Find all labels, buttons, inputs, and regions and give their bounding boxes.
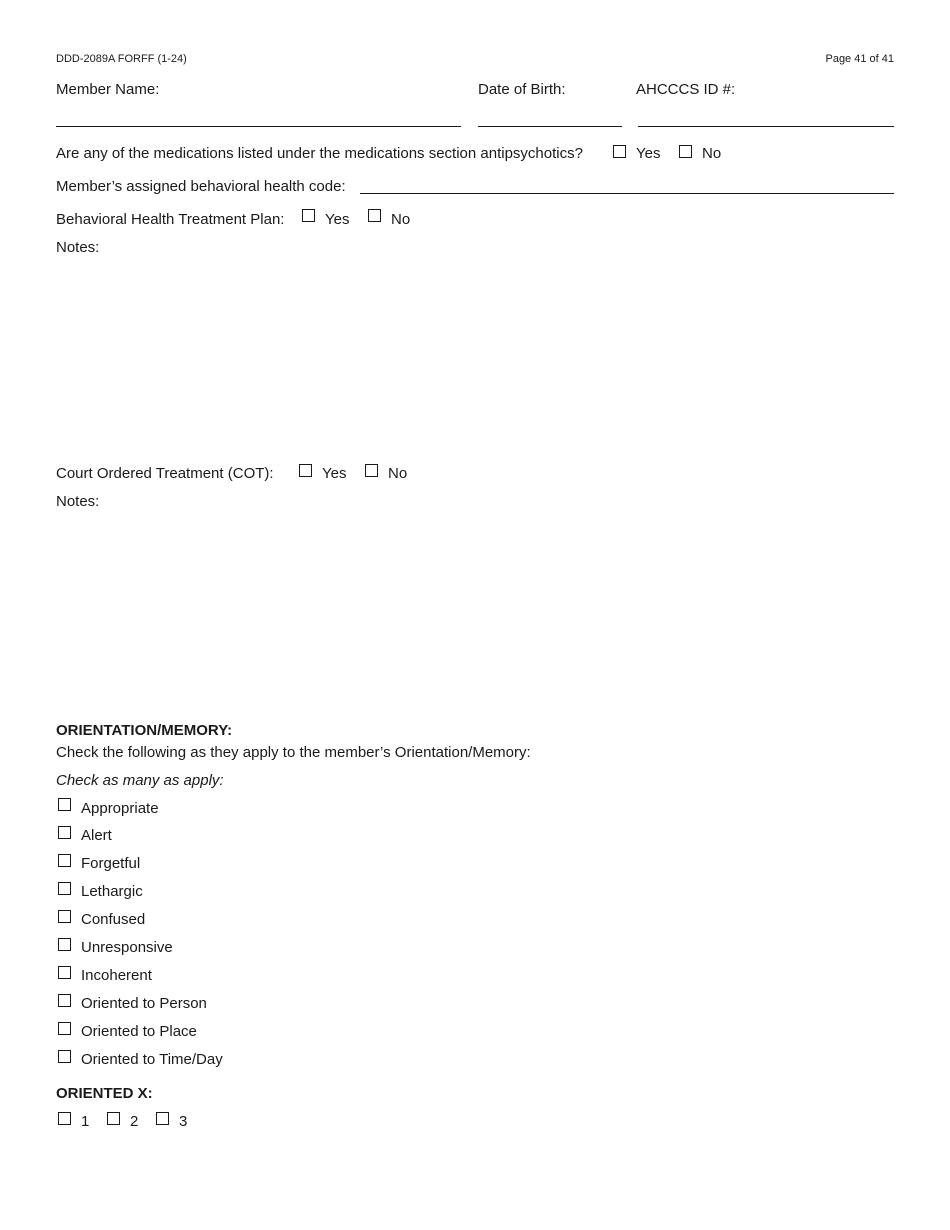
oriented-person-checkbox[interactable] bbox=[58, 994, 71, 1007]
orientation-item-label: Lethargic bbox=[81, 883, 143, 900]
oriented-x-2-checkbox[interactable] bbox=[107, 1112, 120, 1125]
oriented-x-option-label: 1 bbox=[81, 1113, 90, 1130]
cot-yes-label: Yes bbox=[322, 465, 347, 482]
antipsychotics-no-checkbox[interactable] bbox=[679, 145, 692, 158]
ahcccs-id-label: AHCCCS ID #: bbox=[636, 81, 736, 98]
member-name-underline bbox=[56, 126, 461, 127]
orientation-item-label: Oriented to Time/Day bbox=[81, 1051, 223, 1068]
antipsychotics-question: Are any of the medications listed under the medications section antipsychotics? bbox=[56, 145, 583, 162]
dob-field[interactable] bbox=[478, 104, 622, 126]
cot-yes-checkbox[interactable] bbox=[299, 464, 312, 477]
orientation-item-label: Unresponsive bbox=[81, 939, 173, 956]
bh-plan-yes-label: Yes bbox=[325, 211, 350, 228]
check-as-many-note: Check as many as apply: bbox=[56, 772, 224, 789]
orientation-item-label: Appropriate bbox=[81, 800, 159, 817]
bh-plan-notes-area[interactable] bbox=[56, 262, 894, 452]
ahcccs-id-underline bbox=[638, 126, 894, 127]
cot-no-checkbox[interactable] bbox=[365, 464, 378, 477]
ahcccs-id-field[interactable] bbox=[638, 104, 894, 126]
dob-underline bbox=[478, 126, 622, 127]
lethargic-checkbox[interactable] bbox=[58, 882, 71, 895]
member-name-label: Member Name: bbox=[56, 81, 160, 98]
orientation-item-label: Alert bbox=[81, 827, 112, 844]
bh-code-label: Member’s assigned behavioral health code: bbox=[56, 178, 346, 195]
page-number: Page 41 of 41 bbox=[825, 53, 894, 65]
bh-plan-no-checkbox[interactable] bbox=[368, 209, 381, 222]
orientation-item-label: Forgetful bbox=[81, 855, 141, 872]
cot-no-label: No bbox=[388, 465, 408, 482]
unresponsive-checkbox[interactable] bbox=[58, 938, 71, 951]
antipsychotics-no-label: No bbox=[702, 145, 722, 162]
cot-notes-area[interactable] bbox=[56, 516, 894, 706]
dob-label: Date of Birth: bbox=[478, 81, 566, 98]
form-id: DDD-2089A FORFF (1-24) bbox=[56, 53, 187, 65]
orientation-heading: ORIENTATION/MEMORY: bbox=[56, 722, 233, 739]
oriented-x-heading: ORIENTED X: bbox=[56, 1085, 153, 1102]
orientation-item-label: Oriented to Person bbox=[81, 995, 207, 1012]
bh-code-field[interactable] bbox=[360, 172, 894, 193]
oriented-x-1-checkbox[interactable] bbox=[58, 1112, 71, 1125]
bh-plan-notes-label: Notes: bbox=[56, 239, 100, 256]
appropriate-checkbox[interactable] bbox=[58, 798, 71, 811]
bh-plan-label: Behavioral Health Treatment Plan: bbox=[56, 211, 285, 228]
incoherent-checkbox[interactable] bbox=[58, 966, 71, 979]
antipsychotics-yes-label: Yes bbox=[636, 145, 661, 162]
forgetful-checkbox[interactable] bbox=[58, 854, 71, 867]
orientation-instruction: Check the following as they apply to the member’s Orientation/Memory: bbox=[56, 744, 531, 761]
confused-checkbox[interactable] bbox=[58, 910, 71, 923]
antipsychotics-yes-checkbox[interactable] bbox=[613, 145, 626, 158]
oriented-x-option-label: 3 bbox=[179, 1113, 188, 1130]
orientation-item-label: Confused bbox=[81, 911, 146, 928]
oriented-x-option-label: 2 bbox=[130, 1113, 139, 1130]
bh-plan-no-label: No bbox=[391, 211, 411, 228]
cot-label: Court Ordered Treatment (COT): bbox=[56, 465, 274, 482]
orientation-item-label: Incoherent bbox=[81, 967, 152, 984]
orientation-item-label: Oriented to Place bbox=[81, 1023, 197, 1040]
member-name-field[interactable] bbox=[56, 104, 461, 126]
oriented-x-3-checkbox[interactable] bbox=[156, 1112, 169, 1125]
cot-notes-label: Notes: bbox=[56, 493, 100, 510]
bh-plan-yes-checkbox[interactable] bbox=[302, 209, 315, 222]
oriented-place-checkbox[interactable] bbox=[58, 1022, 71, 1035]
oriented-time-checkbox[interactable] bbox=[58, 1050, 71, 1063]
alert-checkbox[interactable] bbox=[58, 826, 71, 839]
bh-code-underline bbox=[360, 193, 894, 194]
